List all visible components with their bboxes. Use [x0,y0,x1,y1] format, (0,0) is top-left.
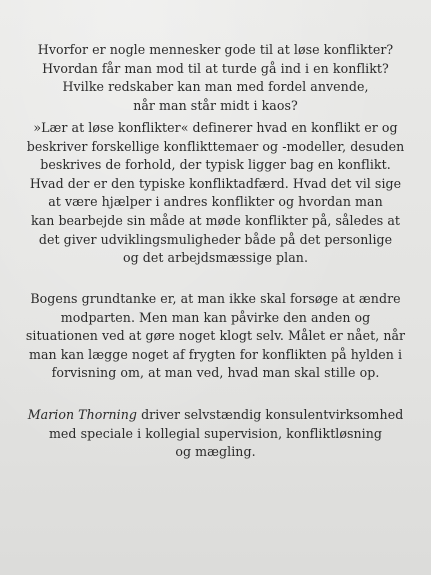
intro-line: Hvilke redskaber kan man med fordel anvende, [62,79,369,95]
intro-line: Hvordan får man mod til at turde gå ind i en konflikt? [42,60,389,76]
book-description [0,119,431,268]
description-line: kan bearbejde sin måde at møde konflikter på, således at [30,212,400,228]
description-line: beskrives de forhold, der typisk ligger bag en konflikt. [40,157,391,173]
author-bio-text: driver selvstændig konsulentvirksomhed [137,407,404,422]
intro-questions [0,41,431,115]
main-idea-line: man kan lægge noget af frygten for konflikten på hylden i [28,346,403,362]
main-idea-paragraph [0,290,431,383]
author-bio-line: og mægling. [175,444,256,460]
intro-line: når man står midt i kaos? [133,97,298,113]
author-bio-line: med speciale i kollegial supervision, konfliktløsning [48,425,383,441]
description-line: at være hjælper i andres konflikter og hvordan man [48,194,383,210]
intro-line: Hvorfor er nogle mennesker gode til at løse konflikter? [37,42,394,57]
description-line: Hvad der er den typiske konfliktadfærd. Hvad det vil sige [29,175,402,191]
description-line: og det arbejdsmæssige plan. [122,250,308,266]
main-idea-line: forvisning om, at man ved, hvad man skal stille op. [51,365,380,381]
author-bio [0,406,431,462]
main-idea-line: situationen ved at gøre noget klogt selv. Målet er nået, når [25,328,406,344]
main-idea-line: Bogens grundtanke er, at man ikke skal forsøge at ændre [30,291,401,306]
description-line: »Lær at løse konflikter« definerer hvad en konflikt er og [33,120,398,135]
main-idea-line: modparten. Men man kan påvirke den anden og [60,309,371,325]
author-name: Marion Thorning [27,407,138,422]
description-line: beskriver forskellige konflikttemaer og -modeller, desuden [26,138,405,154]
description-line: det giver udviklingsmuligheder både på det personlige [38,231,393,247]
author-bio-line [0,406,431,425]
